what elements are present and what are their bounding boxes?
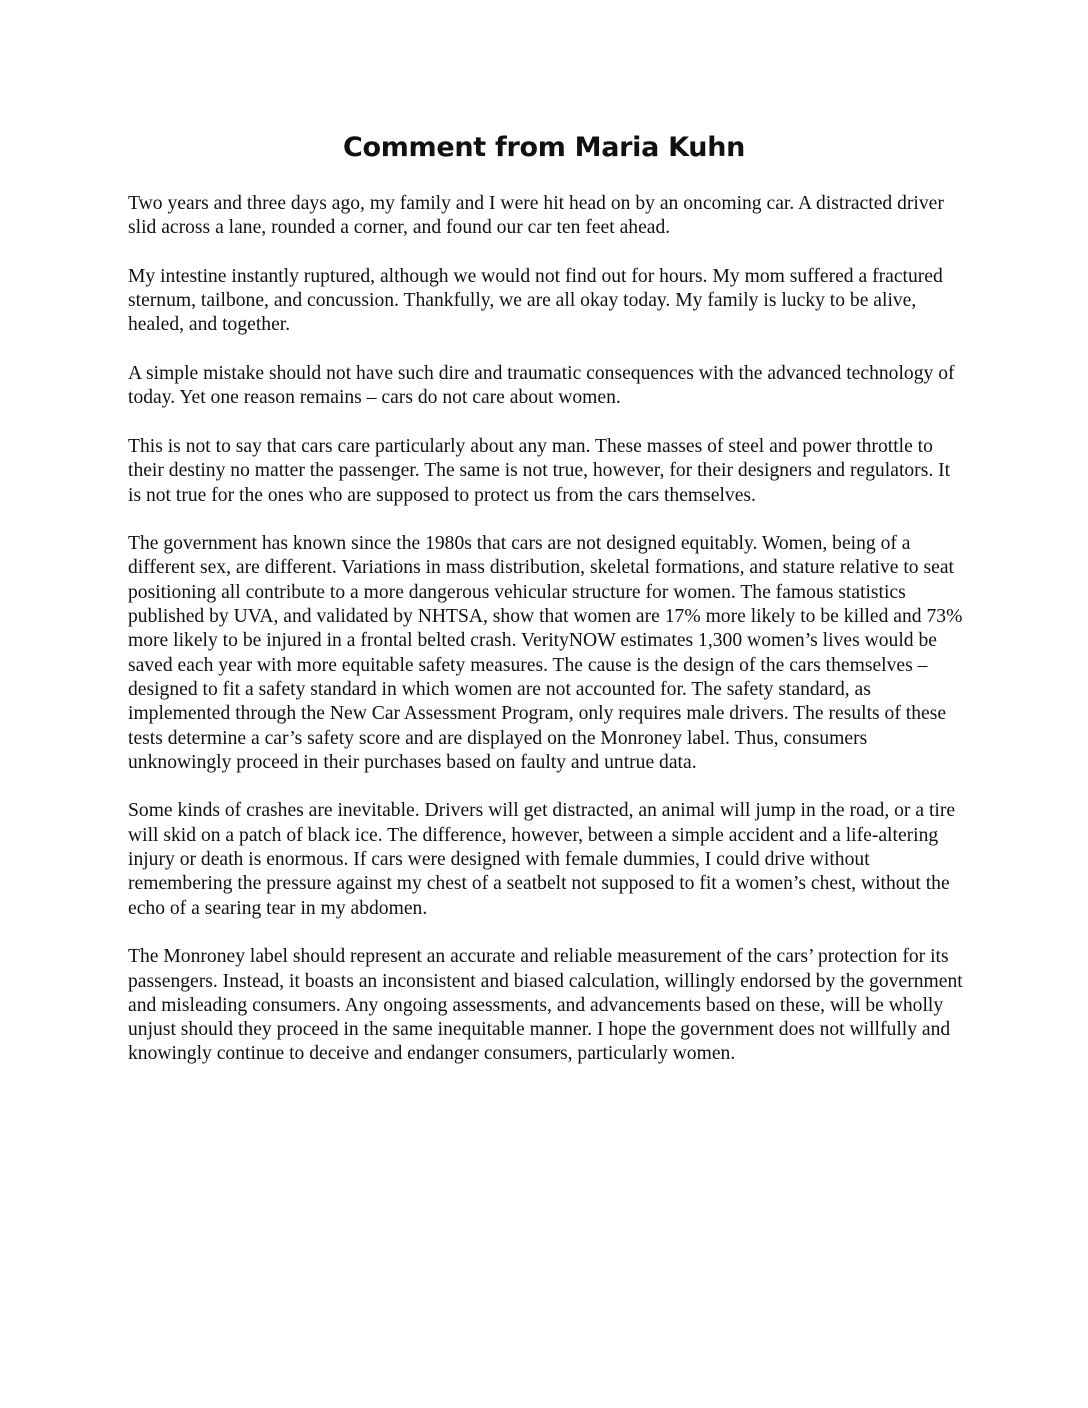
paragraph-3: A simple mistake should not have such dire and traumatic consequences with the advanced technology of today. Yet one reason remains – cars do not care about women. — [128, 363, 955, 409]
paragraph-6: Some kinds of crashes are inevitable. Drivers will get distracted, an animal will jump in the road, or a tire will skid on a patch of black ice. The difference, however, between a simple accident and a life-altering injury or death is enormous. If cars were designed with female dummies, I could drive without remembering the pressure against my chest of a seatbelt not supposed to fit a women’s chest, without the echo of a searing tear in my abdomen. — [128, 800, 956, 919]
paragraph-4: This is not to say that cars care particularly about any man. These masses of steel and power throttle to their destiny no matter the passenger. The same is not true, however, for their designers and regulators. It is not true for the ones who are supposed to protect us from the cars themselves. — [128, 435, 951, 506]
paragraph-2: My intestine instantly ruptured, although we would not find out for hours. My mom suffered a fractured sternum, tailbone, and concussion. Thankfully, we are all okay today. My family is lucky to be alive, healed, and together. — [128, 265, 943, 336]
paragraph-5: The government has known since the 1980s that cars are not designed equitably. Women, being of a different sex, are different. Variations in mass distribution, skeletal formations, and stature relative to seat positioning all contribute to a more dangerous vehicular structure for women. The famous statistics published by UVA, and validated by NHTSA, show that women are 17% more likely to be killed and 73% more likely to be injured in a frontal belted crash. VerityNOW estimates 1,300 women’s lives would be saved each year with more equitable safety measures. The cause is the design of the cars themselves – designed to fit a safety standard in which women are not accounted for. The safety standard, as implemented through the New Car Assessment Program, only requires male drivers. The results of these tests determine a car’s safety score and are displayed on the Monroney label. Thus, consumers unknowingly proceed in their purchases based on faulty and untrue data. — [128, 533, 963, 773]
paragraph-1: Two years and three days ago, my family and I were hit head on by an oncoming car. A distracted driver slid across a lane, rounded a corner, and found our car ten feet ahead. — [128, 193, 944, 239]
paragraph-7: The Monroney label should represent an accurate and reliable measurement of the cars’ protection for its passengers. Instead, it boasts an inconsistent and biased calculation, willingly endorsed by the government and misleading consumers. Any ongoing assessments, and advancements based on these, will be wholly unjust should they proceed in the same inequitable manner. I hope the government does not willfully and knowingly continue to deceive and endanger consumers, particularly women. — [128, 946, 963, 1065]
document-body — [128, 192, 968, 1091]
document-title: Comment from Maria Kuhn — [342, 132, 746, 163]
